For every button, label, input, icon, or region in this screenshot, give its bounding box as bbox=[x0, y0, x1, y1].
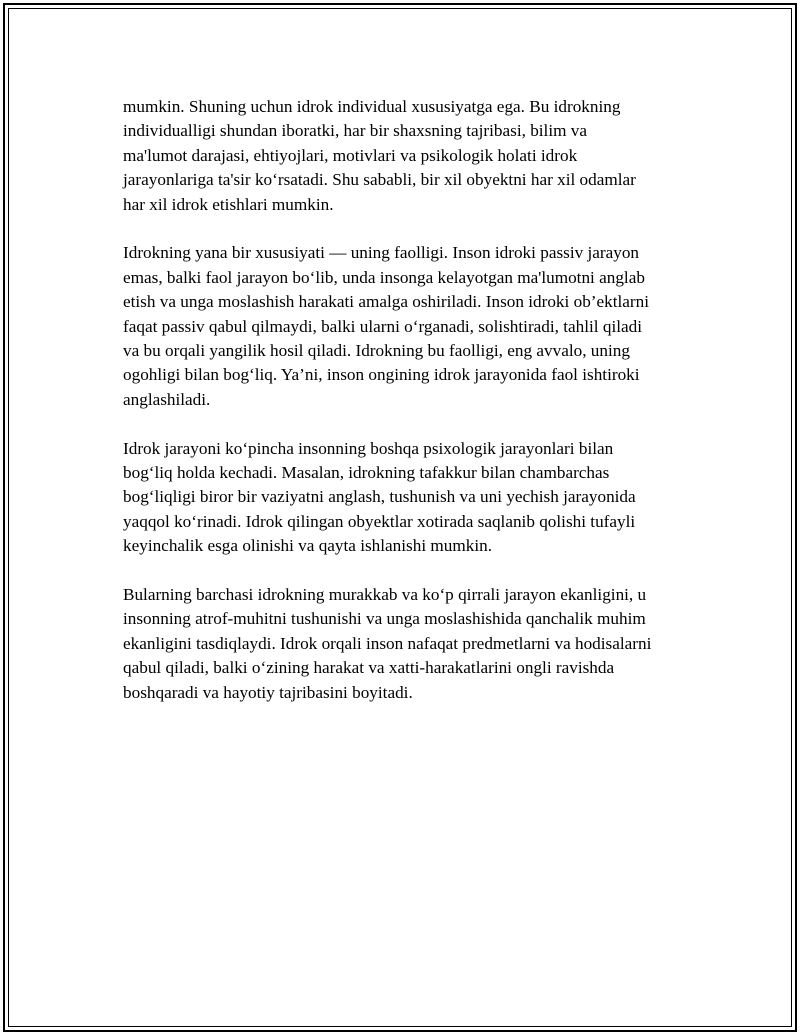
text-line: anglashiladi. bbox=[123, 389, 211, 409]
text-line: emas, balki faol jarayon bo‘lib, unda insonga kelayotgan ma'lumotni anglab bbox=[123, 267, 645, 287]
document-body bbox=[123, 95, 703, 730]
text-line: etish va unga moslashish harakati amalga oshiriladi. Inson idroki ob’ektlarni bbox=[123, 292, 650, 312]
text-line: qabul qiladi, balki o‘zining harakat va xatti-harakatlarini ongli ravishda bbox=[123, 658, 615, 678]
text-line: yaqqol ko‘rinadi. Idrok qilingan obyektlar xotirada saqlanib qolishi tufayli bbox=[123, 511, 636, 531]
paragraph-connection bbox=[123, 437, 703, 559]
text-line: insonning atrof-muhitni tushunishi va unga moslashishida qanchalik muhim bbox=[123, 609, 646, 629]
paragraph-individuality bbox=[123, 95, 703, 217]
text-line: ekanligini tasdiqlaydi. Idrok orqali inson nafaqat predmetlarni va hodisalarni bbox=[123, 633, 652, 653]
text-line: Idrok jarayoni ko‘pincha insonning boshqa psixologik jarayonlari bilan bbox=[123, 438, 614, 458]
paragraph-activity bbox=[123, 241, 703, 412]
text-line: bog‘liqligi biror bir vaziyatni anglash, tushunish va uni yechish jarayonida bbox=[123, 487, 636, 507]
text-line: ogohligi bilan bog‘liq. Ya’ni, inson ongining idrok jarayonida faol ishtiroki bbox=[123, 365, 640, 385]
text-line: ma'lumot darajasi, ehtiyojlari, motivlari va psikologik holati idrok bbox=[123, 145, 578, 165]
text-line: bog‘liq holda kechadi. Masalan, idrokning tafakkur bilan chambarchas bbox=[123, 463, 610, 483]
paragraph-conclusion bbox=[123, 583, 703, 705]
text-line: individualligi shundan iboratki, har bir shaxsning tajribasi, bilim va bbox=[123, 121, 587, 141]
text-line: va bu orqali yangilik hosil qiladi. Idrokning bu faolligi, eng avvalo, uning bbox=[123, 341, 630, 361]
text-line: Bularning barchasi idrokning murakkab va ko‘p qirrali jarayon ekanligini, u bbox=[123, 585, 647, 605]
page-frame bbox=[3, 3, 797, 1032]
text-line: boshqaradi va hayotiy tajribasini boyitadi. bbox=[123, 682, 413, 702]
text-line: har xil idrok etishlari mumkin. bbox=[123, 194, 334, 214]
text-line: faqat passiv qabul qilmaydi, balki ularni o‘rganadi, solishtiradi, tahlil qiladi bbox=[123, 316, 643, 336]
text-line: jarayonlariga ta'sir ko‘rsatadi. Shu sababli, bir xil obyektni har xil odamlar bbox=[123, 170, 636, 190]
text-line: mumkin. Shuning uchun idrok individual xususiyatga ega. Bu idrokning bbox=[123, 97, 621, 116]
text-line: keyinchalik esga olinishi va qayta ishlanishi mumkin. bbox=[123, 536, 492, 556]
text-line: Idrokning yana bir xususiyati — uning faolligi. Inson idroki passiv jarayon bbox=[123, 243, 640, 263]
